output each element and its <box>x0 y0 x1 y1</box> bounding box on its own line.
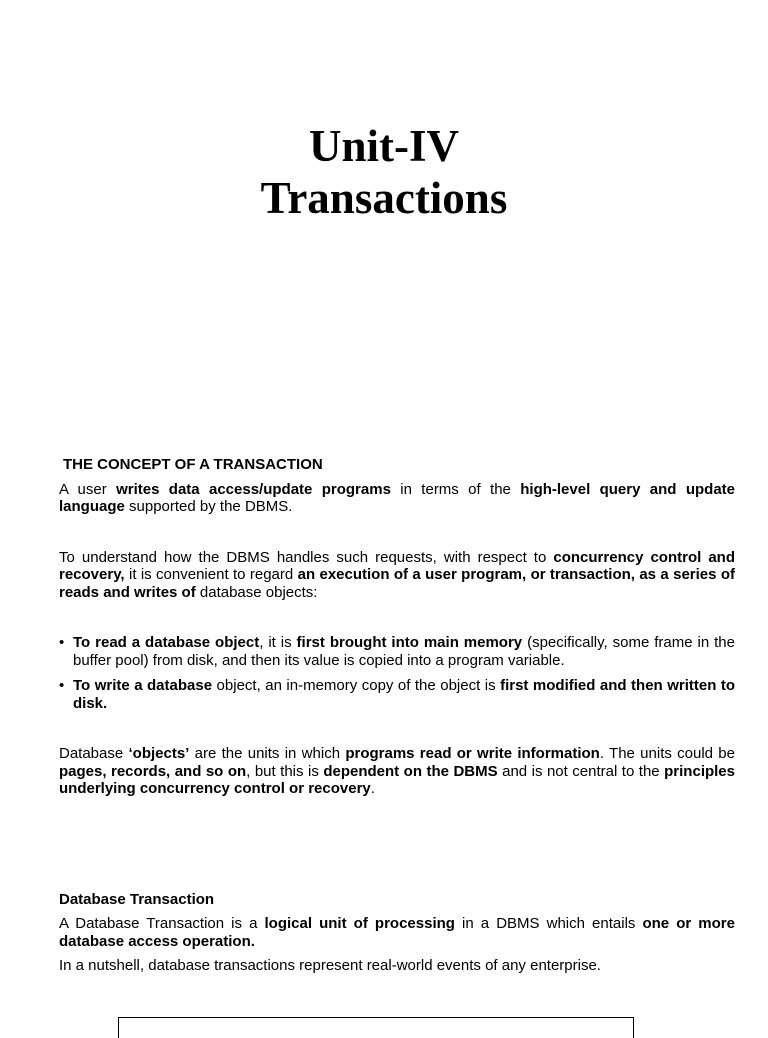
text-run: A user <box>59 480 117 498</box>
text-run: supported by the DBMS. <box>124 498 293 515</box>
section-heading-database-transaction: Database Transaction <box>59 890 215 908</box>
document-body <box>59 456 735 975</box>
bullet-icon: • <box>59 634 65 651</box>
paragraph-understand-dbms <box>59 549 735 602</box>
text-run: object, an in-memory copy of the object is <box>212 677 501 694</box>
paragraph-nutshell: In a nutshell, database transactions represent real-world events of any enterprise. <box>59 957 601 974</box>
bold-run: first modified and then written to disk. <box>73 677 736 712</box>
title-line-transactions: Transactions <box>260 173 508 223</box>
bold-run: pages, records, and so on <box>59 762 247 780</box>
bold-run: logical unit of processing <box>264 915 455 932</box>
paragraph-database-objects <box>59 745 735 798</box>
text-run: in terms of the <box>390 480 521 498</box>
text-run: To understand how the DBMS handles such requests, with respect to <box>59 548 554 566</box>
text-run: Database <box>59 745 129 762</box>
text-run: (specifically, some frame in the buffer pool) from disk, and then its value is copied into a program variable. <box>73 634 735 669</box>
text-run: are the units in which <box>189 745 346 762</box>
bold-run: an execution of a user program, or transaction, as a series of reads and writes of <box>59 566 736 601</box>
text-run: A Database Transaction is a <box>59 915 265 932</box>
paragraph-transaction-definition <box>59 915 735 950</box>
section-heading-concept: THE CONCEPT OF A TRANSACTION <box>63 456 323 473</box>
bold-run: first brought into main memory <box>296 634 523 651</box>
bold-run: To read a database object <box>73 634 260 651</box>
title-line-unit: Unit-IV <box>308 121 459 171</box>
bold-run: To write a database <box>73 677 213 694</box>
bold-run: concurrency control and recovery, <box>59 548 735 583</box>
text-run: and is not central to the <box>497 762 665 780</box>
text-run: , but this is <box>246 762 324 780</box>
bold-run: dependent on the DBMS <box>323 762 498 780</box>
text-run: database objects: <box>195 583 318 601</box>
table-box-top <box>118 1017 634 1038</box>
paragraph-user-programs <box>59 481 735 516</box>
text-run: . <box>370 780 375 797</box>
text-run: it is convenient to regard <box>124 566 298 583</box>
bold-run: high-level query and update language <box>59 480 735 515</box>
bold-run: writes data access/update programs <box>116 480 391 498</box>
bold-run: programs read or write information <box>345 745 600 762</box>
bold-run: principles underlying concurrency control or recovery <box>59 762 735 797</box>
bold-run: ‘objects’ <box>128 745 190 762</box>
text-run: . The units could be <box>599 745 735 762</box>
list-item-read <box>59 634 735 669</box>
text-run: in a DBMS which entails <box>454 915 643 932</box>
bullet-list <box>59 634 735 712</box>
page-title <box>0 120 768 224</box>
bullet-icon: • <box>59 677 65 694</box>
list-item-write <box>59 677 735 712</box>
bold-run: one or more database access operation. <box>59 915 735 950</box>
text-run: , it is <box>259 634 297 651</box>
